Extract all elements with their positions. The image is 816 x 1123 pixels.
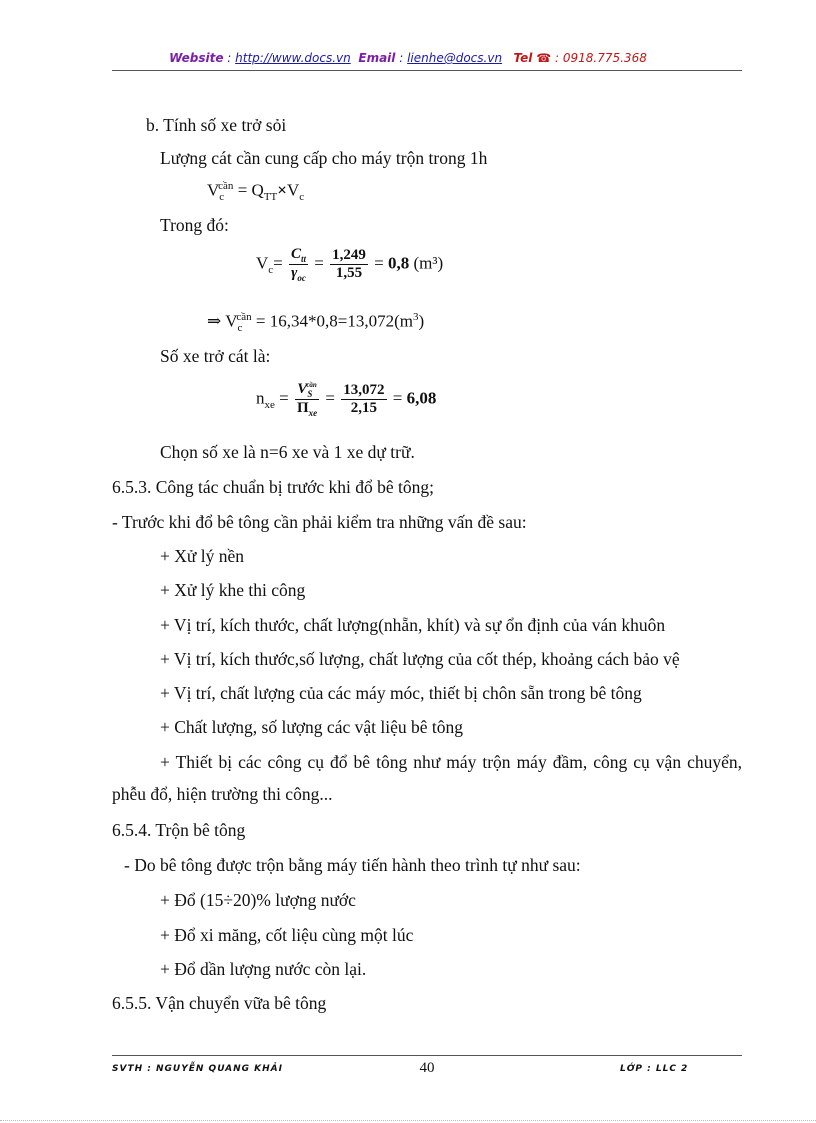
website-label: Website [169,51,224,65]
f2-frac-2 [330,247,368,282]
f2-num1: $C_{tt}$ [291,246,307,264]
phone-icon: ☎ [536,51,552,65]
page-header [0,51,816,65]
f1-lhs-sup: cần [218,180,234,192]
tel-value: : 0918.775.368 [551,51,647,65]
footer-student: SVTH : NGUYỄN QUANG KHẢI [112,1064,283,1074]
text-trong-do: Trong đó: [160,215,229,235]
f2-eq: = [273,253,283,273]
header-rule [112,70,742,71]
formula-nxe [256,381,436,418]
list-item-van-khuon: + Vị trí, kích thước, chất lượng(nhẵn, khít) và sự ổn định của ván khuôn [160,615,666,635]
heading-b: b. Tính số xe trở sỏi [146,115,287,135]
f1-lhs-sub: c [219,191,225,204]
website-sep: : [223,51,236,65]
tel-label: Tel [513,51,533,65]
section-6-5-3: 6.5.3. Công tác chuẩn bị trước khi đổ bê tông; [112,477,435,497]
implies-icon: ⇒ [207,311,222,331]
list-item-cot-thep: + Vị trí, kích thước,số lượng, chất lượng của cốt thép, khoảng cách bảo vệ [160,649,680,669]
f3-lhs-sup: cần [236,311,252,323]
footer-class: LỚP : LLC 2 [620,1064,689,1074]
f1-times: × [277,180,287,200]
f2-lhs-sub: c [268,263,274,276]
formula-vc-can [207,180,304,203]
f4-num2: 13,072 [343,382,385,398]
email-label: Email [358,51,396,65]
section-6-5-4: 6.5.4. Trộn bê tông [112,820,246,840]
f1-rhs-sub: c [299,191,305,204]
f3-lhs: V [221,311,238,331]
f4-eq: = [274,388,293,408]
f3-rhs-end: ) [418,311,425,331]
section-6-5-5: 6.5.5. Vận chuyển vữa bê tông [112,993,327,1013]
f2-eq2: = [310,253,329,273]
email-link[interactable]: lienhe@docs.vn [407,51,503,65]
f3-lhs-sub: c [237,322,243,335]
f2-frac-1 [289,246,308,283]
list-item-xu-ly-nen: + Xử lý nền [160,546,244,566]
f1-q-sub: TT [263,191,278,204]
f1-eq: = Q [233,180,264,200]
footer-rule [112,1055,742,1056]
list-item-nuoc-con-lai: + Đổ dần lượng nước còn lại. [160,959,367,979]
f4-num1: $V_S^{cần}$ [295,381,319,400]
f2-lhs: V [256,253,269,273]
text-luong-cat: Lượng cát cần cung cấp cho máy trộn trong 1h [160,148,488,168]
text-do-be-tong: - Do bê tông được trộn bằng máy tiến hành theo trình tự như sau: [124,855,581,875]
f2-eq3: = [369,253,388,273]
f4-lhs: n [256,388,265,408]
f4-frac-2 [341,382,386,417]
f4-eq3: = [388,388,407,408]
text-chon-so-xe: Chọn số xe là n=6 xe và 1 xe dự trữ. [160,442,415,462]
f4-result: 6,08 [406,388,437,408]
f1-rhs: V [286,180,300,200]
list-item-may-moc: + Vị trí, chất lượng của các máy móc, thiết bị chôn sẵn trong bê tông [160,683,642,703]
f4-frac-1 [295,381,319,418]
email-sep: : [395,51,408,65]
text-so-xe: Số xe trở cát là: [160,346,271,366]
f2-den2: 1,55 [335,265,363,281]
f1-lhs: V [207,180,220,200]
list-item-khe-thi-cong: + Xử lý khe thi công [160,580,306,600]
list-item-vat-lieu: + Chất lượng, số lượng các vật liệu bê tông [160,717,463,737]
f2-result: 0,8 [387,253,410,273]
website-link[interactable]: http://www.docs.vn [235,51,351,65]
f2-num2: 1,249 [332,247,366,263]
list-item-thiet-bi: + Thiết bị các công cụ đổ bê tông như máy trộn máy đầm, công cụ vận chuyển, phễu đổ, hiện trường thi công... [112,752,742,804]
f2-unit: (m³) [409,253,444,273]
text-truoc-khi: - Trước khi đổ bê tông cần phải kiểm tra những vấn đề sau: [112,512,527,532]
formula-vc [256,246,443,283]
page-number: 40 [419,1060,435,1076]
f4-eq2: = [321,388,340,408]
f4-den2: 2,15 [350,400,377,416]
f3-rhs: = 16,34*0,8=13,072(m [251,311,413,331]
f2-den1: $\gamma_{oc}$ [291,265,306,283]
f4-lhs-sub: xe [264,398,275,411]
list-item-xi-mang: + Đổ xi măng, cốt liệu cùng một lúc [160,925,414,945]
page-edge [0,1120,816,1121]
f3-rhs-sup: 3 [412,311,419,323]
list-item-do-nuoc: + Đổ (15÷20)% lượng nước [160,890,356,910]
f4-den1: $\Pi_{xe}$ [296,400,318,418]
formula-vc-result [207,311,424,334]
